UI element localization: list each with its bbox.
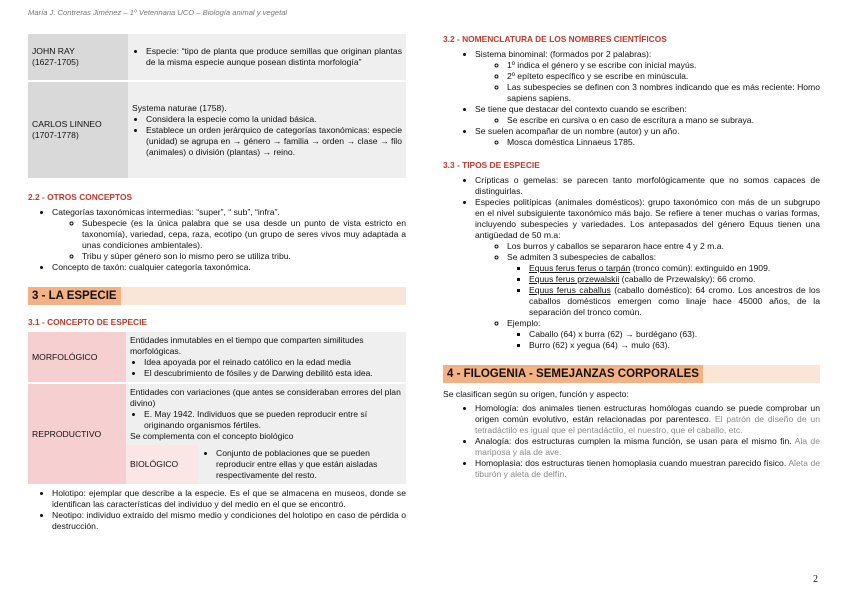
chapter-heading: 4 - FILOGENIA - SEMEJANZAS CORPORALES <box>443 365 703 384</box>
example-text: Aleta de tiburón y aleta de delfín. <box>475 458 820 480</box>
author-description <box>128 81 406 178</box>
left-column <box>28 28 406 532</box>
author-name: CARLOS LINNEO <box>32 119 102 129</box>
list-item: • Sistema binominal: (formados por 2 palabras): <box>475 49 820 60</box>
table-row <box>28 81 406 178</box>
table-row <box>28 34 406 81</box>
list-item <box>475 436 820 458</box>
list-item: ◦ Se admiten 3 subespecies de caballos: <box>507 252 820 263</box>
concept-intro: Entidades inmutables en el tiempo que comparten similitudes morfológicas. <box>130 335 364 357</box>
list-item <box>475 458 820 480</box>
author-years: (1627-1705) <box>32 57 79 67</box>
table-row <box>28 383 406 445</box>
section-title: 3.2 - NOMENCLATURA DE LOS NOMBRES CIENTÍFICOS <box>443 34 667 44</box>
list-item <box>529 274 820 285</box>
author-description <box>128 34 406 81</box>
page-header: María J. Contreras Jiménez – 1º Veterinaria UCO – Biología animal y vegetal <box>28 8 288 17</box>
list-item: ▪ Caballo (64) x burra (62) → burdégano (63). <box>529 329 820 340</box>
list-item: • Holotipo: ejemplar que describe a la especie. Es el que se almacena en museos, donde se identifican las características del individuo y del medio en el que se encontró. <box>52 488 406 510</box>
author-years: (1707-1778) <box>32 130 79 140</box>
concept-description <box>126 383 406 445</box>
list-item: • Se tiene que destacar del contexto cuando se escriben: <box>475 104 820 115</box>
species-concepts-table <box>28 332 406 484</box>
list-item: ◦ Mosca doméstica Linnaeus 1785. <box>507 137 820 148</box>
author-name: JOHN RAY <box>32 46 75 56</box>
list-item: • Se suelen acompañar de un nombre (autor) y un año. <box>475 126 820 137</box>
list-item <box>475 403 820 436</box>
definition-text: Homología: dos animales tienen estructuras homólogas cuando se puede comprobar un origen común evolutivo, están relacionadas por parentesco. <box>475 403 820 425</box>
list-item: ◦ Subespecie (es la única palabra que se usa desde un punto de vista estricto en taxonomía), variedad, cepa, raza, ecotipo (un grupo de seres vivos muy adaptada a unas condiciones ambientales). <box>82 218 406 251</box>
authors-table <box>28 34 406 178</box>
list-item: • Conjunto de poblaciones que se pueden reproducir entre ellas y que están aisladas respectivamente del resto. <box>216 448 402 481</box>
horse-name: Equus ferus przewalskii <box>529 273 620 284</box>
list-item: ▪ Burro (62) x yegua (64) → mulo (63). <box>529 340 820 351</box>
concept-description <box>126 332 406 383</box>
chapter-heading-bar <box>28 287 406 306</box>
definition-text: Homoplasia: dos estructuras tienen homoplasia cuando muestran parecido físico. <box>475 458 787 469</box>
concept-label: BIOLÓGICO <box>126 445 198 484</box>
section-intro: Se clasifican según su origen, función y aspecto: <box>443 389 629 400</box>
author-intro: Systema naturae (1758). <box>132 102 227 113</box>
list-item <box>529 285 820 318</box>
horse-description: (tronco común): extinguido en 1909. <box>630 262 771 273</box>
list-item: • Establece un orden jerárquico de categorías taxonómicas: especie (unidad) se agrupa en → género → familia → orden → clase → filo (animales) o división (plantas) → reino. <box>146 125 402 158</box>
author-cell <box>28 34 128 81</box>
horse-name: Equus ferus caballus <box>529 284 611 295</box>
concept-label: REPRODUCTIVO <box>28 383 126 484</box>
section-title: 3.1 - CONCEPTO DE ESPECIE <box>28 317 147 328</box>
chapter-heading-bar <box>443 365 820 384</box>
table-row <box>28 332 406 383</box>
concept-description <box>198 445 406 484</box>
list-item: ◦ Los burros y caballos se separaron hace entre 4 y 2 m.a. <box>507 241 820 252</box>
list-item: ◦ Ejemplo: <box>507 318 820 329</box>
section-title: 2.2 - OTROS CONCEPTOS <box>28 192 133 202</box>
list-item: ◦ 1º indica el género y se escribe con inicial mayús. <box>507 60 820 71</box>
list-item: • Especie: “tipo de planta que produce semillas que originan plantas de la misma especie aunque posean distinta morfología” <box>146 46 402 68</box>
list-item: ◦ Se escribe en cursiva o en caso de escritura a mano se subraya. <box>507 115 820 126</box>
list-item: • Especies politípicas (animales domésticos): grupo taxonómico con más de un subgrupo en el nivel subsiguiente taxonómico más bajo. Se refiere a tener muchas o varias formas, incluyendo subespecies y variedades. Los antepasados del género Equus tienen una antigüedad de 50 m.a: <box>475 197 820 241</box>
list-item: • Considera la especie como la unidad básica. <box>146 114 402 125</box>
list-item: ◦ Tribu y súper género son lo mismo pero se utiliza tribu. <box>82 251 406 262</box>
concept-intro: Entidades con variaciones (que antes se consideraban errores del plan divino) <box>130 387 401 409</box>
list-item: ◦ 2º epíteto específico y se escribe en minúscula. <box>507 71 820 82</box>
concept-note: Se complementa con el concepto biológico <box>130 431 294 442</box>
horse-name: Equus ferus ferus o tarpán <box>529 262 631 273</box>
section-title: 3.3 - TIPOS DE ESPECIE <box>443 159 540 170</box>
list-item: • Idea apoyada por el reinado católico en la edad media <box>144 357 402 368</box>
list-item: • El descubrimiento de fósiles y de Darwing debilitó esta idea. <box>144 368 402 379</box>
author-cell <box>28 81 128 178</box>
list-item: • Concepto de taxón: cualquier categoría taxonómica. <box>52 262 406 273</box>
list-item: • Categorías taxonómicas intermedias: “super”, “ sub”, “infra”. <box>52 207 406 218</box>
horse-description: (caballo doméstico): 64 cromo. Los ancestros de los caballos domésticos emergen como linaje hace 45000 años, de la separación del tronco común. <box>529 284 821 317</box>
list-item: • E. May 1942. Individuos que se pueden reproducir entre sí originando organismos fértiles. <box>144 409 402 431</box>
page-number: 2 <box>813 574 818 585</box>
list-item: • Crípticas o gemelas: se parecen tanto morfológicamente que no somos capaces de distinguirlas. <box>475 175 820 197</box>
example-text: El patrón de diseño de un tetradáctilo es igual que el pentadáctilo, el nuestro, que el caballo, etc. <box>475 414 820 436</box>
list-item: • Neotipo: individuo extraído del mismo medio y condiciones del holotipo en caso de pérdida o destrucción. <box>52 510 406 532</box>
list-item <box>529 263 820 274</box>
definition-text: Analogía: dos estructuras cumplen la misma función, se usan para el mismo fin. <box>475 436 792 447</box>
list-item: ◦ Las subespecies se definen con 3 nombres indicando que es más reciente: Homo sapiens sapiens. <box>507 82 820 104</box>
concept-label: MORFOLÓGICO <box>28 332 126 383</box>
horse-description: (caballo de Przewalsky): 66 cromo. <box>619 273 756 284</box>
chapter-heading: 3 - LA ESPECIE <box>28 287 121 306</box>
right-column <box>443 28 820 480</box>
example-text: Ala de mariposa y ala de ave. <box>475 436 820 458</box>
